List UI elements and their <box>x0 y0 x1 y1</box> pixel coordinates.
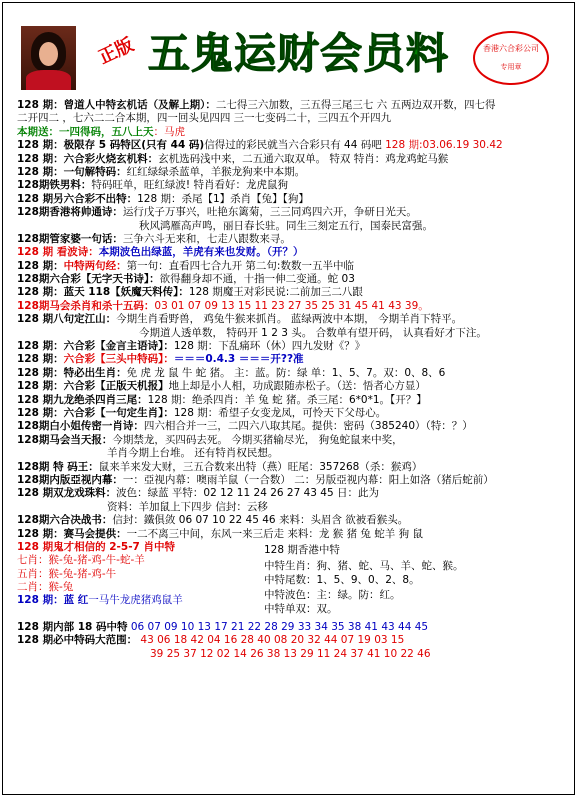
content-row <box>17 193 572 206</box>
row-text: 资料：羊加鼠上下四步 信封：云移 <box>107 500 268 513</box>
hk-line: 中特单双：双。 <box>264 603 338 616</box>
content-row <box>17 126 572 139</box>
row-text: 今期生肖看野兽， 鸡兔牛猴来抓肖。 蓝绿两波中本期， 今期羊肖下特平。 <box>116 313 463 326</box>
row-text: 地上却是小人相，功成跟随赤松子。（送：悟者心方显） <box>168 380 426 393</box>
header <box>3 3 574 99</box>
row-text: 欲得翻身却不通，十指一伸二变通。蛇 03 <box>159 273 355 286</box>
row-text: 本期波色出绿蓝，羊虎有来也发财。（开？） <box>98 246 304 259</box>
row-prefix: 128期内版亞视内幕： <box>17 473 123 486</box>
content-row <box>17 313 572 326</box>
row-prefix: 128 期： <box>17 139 64 152</box>
row-text: 红红绿绿杀蓝单，羊猴龙狗来中本期。 <box>126 165 306 178</box>
tail-row <box>17 648 572 661</box>
row-text: 今期禁龙，买四码去死。 今期买猪输尽光， 狗兔蛇鼠来中奖， <box>112 433 403 446</box>
content-row <box>17 112 572 125</box>
content-row <box>17 447 572 460</box>
row-text: 羊肖今期上台堆。 还有特肖权民想。 <box>107 447 279 460</box>
row-text: ＝＝＝0.4.3 ＝＝＝开??准 <box>173 353 304 366</box>
content-row <box>17 286 572 299</box>
row-prefix: 128期铁男料： <box>17 179 92 192</box>
row-heading: 曾道人中特玄机话（及解上期）： <box>63 99 216 111</box>
row-extra: 128 期:03.06.19 30.42 <box>381 139 503 152</box>
content-row <box>17 153 572 166</box>
row-prefix: 128 期： <box>17 406 64 419</box>
row-text: 128 期：下乱痛环（休）四九发财《？》 <box>173 340 366 353</box>
content-row <box>17 99 572 112</box>
left-head: 128 期鬼才相信的 2-5-7 肖中特 <box>17 540 176 553</box>
content-row <box>17 394 572 407</box>
row-text: 一二不离三中间，东风一来三后走 来料：龙 猴 猪 兔 蛇羊 狗 鼠 <box>126 527 423 540</box>
row-text: 第一句：直看四七合九开 第二句:数数一五半中临 <box>126 259 354 272</box>
content-row <box>17 407 572 420</box>
row-heading: 六合彩【正版天机报】 <box>63 380 169 393</box>
row-text: 玄机选码浅中来，二五通六取双单。 特双 特肖：鸡龙鸡蛇马猴 <box>158 152 449 165</box>
row-prefix: 128 期八句定江山： <box>17 313 117 326</box>
content-row <box>17 260 572 273</box>
row-heading: 六合彩【一句定生肖】： <box>63 406 174 419</box>
row-text: 一：亞视内幕：噢雨羊鼠（一合数） 二：另版亞视内幕：阳上如洛（猪后蛇前） <box>122 473 494 486</box>
row-prefix: 128期六合决战书： <box>17 514 113 527</box>
row-heading: 一四得码，五八上天 <box>59 125 154 138</box>
two-xiao: 二肖：猴-兔 <box>17 581 74 594</box>
row-text: 二七得三六加数，三五得三尾三七 六 五两边双开数，四七得 <box>215 99 496 111</box>
row-text: 四六相合并一三，二四六八取其尾。提供：密码（385240）（特：？） <box>143 420 473 433</box>
row-text: 03 01 07 09 13 15 11 23 27 35 25 31 45 41 43 39。 <box>154 299 429 312</box>
left-block <box>17 541 262 608</box>
company-seal: 香港六合彩公司 专用章 <box>473 31 549 85</box>
row-heading: 一句解特码： <box>63 165 127 178</box>
row-text: 秋风鸿雁高声鸣，丽日春长驻。同生三刻定五行，国泰民富强。 <box>139 219 433 232</box>
hk-line: 128 期香港中特 <box>264 543 340 556</box>
row-heading: 六合彩火烧玄机料： <box>63 152 159 165</box>
content-row <box>17 206 572 219</box>
row-text: ：马虎 <box>153 125 185 138</box>
hk-line: 中特波色：主：绿。防：红。 <box>264 588 401 601</box>
row-heading: 极限存 5 码特区(只有 44 码) <box>63 139 205 152</box>
content-row <box>17 233 572 246</box>
row-prefix: 128期香港将帅通诗： <box>17 206 123 219</box>
row-prefix: 128 期： <box>17 353 64 366</box>
content <box>17 99 572 661</box>
tail-numbers: 06 07 09 10 13 17 21 22 28 29 33 34 35 38 41 43 44 45 <box>127 620 429 633</box>
content-row <box>17 139 572 152</box>
row-text: 128 期魔王对彩民说:二前加三二八跟 <box>188 286 363 299</box>
row-prefix: 128 期： <box>17 152 64 165</box>
tail-prefix: 128 期内部 18 码中特 <box>17 620 128 633</box>
content-row <box>17 179 572 192</box>
row-heading: 赛马会提供： <box>63 527 127 540</box>
row-prefix: 128期马会杀肖和杀十五码： <box>17 299 155 312</box>
row-prefix: 128 期： <box>17 286 64 299</box>
split-block <box>17 541 572 621</box>
row-text: 128 期：绝杀四肖：羊 兔 蛇 猪。杀三尾：6*0*1。【开？】 <box>147 393 427 406</box>
portrait-photo <box>21 26 76 90</box>
row-text: 信得过的彩民就当六合彩只有 44 码吧 <box>204 139 382 152</box>
row-prefix: 128期六合彩【无字天书诗】： <box>17 273 160 286</box>
row-prefix: 128 期另六合彩不出特： <box>17 192 138 205</box>
row-prefix: 128期 特 码王： <box>17 460 99 473</box>
content-row <box>17 246 572 259</box>
content-row <box>17 367 572 380</box>
tail-prefix: 128 期必中特码大范围： <box>17 634 138 647</box>
row-prefix: 128 期： <box>17 165 64 178</box>
row-prefix: 128 期 看波诗： <box>17 246 99 259</box>
hk-line: 中特尾数：1、5、9、0、2、8。 <box>264 574 420 587</box>
row-text: 免 虎 龙 鼠 牛 蛇 猪。 主：蓝。防：绿 单：1、5、7。双：0、8、6 <box>126 366 446 379</box>
content-row <box>17 273 572 286</box>
row-text: 今期道人透单数， 特码开 1 2 3 头。 合数单有望开码， 认真看好才下注。 <box>139 326 487 339</box>
row-prefix: 128 期： <box>17 527 64 540</box>
page-title: 五鬼运财会员料 <box>148 29 450 78</box>
content-row <box>17 528 572 541</box>
blue-label: 128 期：蓝 红 <box>17 594 89 607</box>
row-prefix: 128期白小姐传密一肖诗： <box>17 420 144 433</box>
row-text: 鼠来羊来发大财，三五合数来出特（燕）旺尾：357268（杀：猴鸡） <box>98 460 423 473</box>
tail-numbers: 43 06 18 42 04 16 28 40 08 20 32 44 07 19 03 15 <box>137 634 405 647</box>
blue-tail: 一马牛龙虎猪鸡鼠羊 <box>88 594 183 607</box>
right-block <box>264 544 564 618</box>
content-row <box>17 353 572 366</box>
seven-xiao: 七肖：猴-兔-猪-鸡-牛-蛇-羊 <box>17 554 145 567</box>
zhengban-badge: 正版 <box>95 34 137 69</box>
row-prefix: 128 期： <box>17 380 64 393</box>
row-heading: 六合彩【金言主语诗】： <box>63 340 174 353</box>
content-row <box>17 166 572 179</box>
tail-row <box>17 634 572 647</box>
row-prefix: 128 期九龙绝杀四肖三尾： <box>17 393 148 406</box>
row-text: 128 期：杀尾【1】杀肖【兔】【狗】 <box>137 192 309 205</box>
content-row <box>17 327 572 340</box>
row-prefix: 128 期双龙戏珠料： <box>17 487 117 500</box>
content-row <box>17 461 572 474</box>
row-text: 128 期：希望子女变龙凤，可怜天下父母心。 <box>173 406 387 419</box>
content-row <box>17 420 572 433</box>
row-prefix: 128 期： <box>17 340 64 353</box>
content-row <box>17 300 572 313</box>
row-prefix: 本期送： <box>17 125 59 138</box>
row-prefix: 128期管家婆一句话： <box>17 232 123 245</box>
row-text: 二开四二 ，七六二二合本期，四一回头见四四 三一七变码二十，三四五个开四九 <box>17 112 392 125</box>
tail-row <box>17 621 572 634</box>
content-row <box>17 514 572 527</box>
row-prefix: 128 期： <box>17 99 64 111</box>
content-row <box>17 340 572 353</box>
row-prefix: 128期马会当天报： <box>17 433 113 446</box>
row-heading: 六合彩【三头中特码】： <box>63 353 174 366</box>
content-row <box>17 501 572 514</box>
five-xiao: 五肖：猴-兔-猪-鸡-牛 <box>17 567 117 580</box>
content-row <box>17 380 572 393</box>
row-heading: 蓝天 118【妖魔天料传】： <box>63 286 189 299</box>
content-row <box>17 434 572 447</box>
row-text: 特码旺单，旺红绿波! 特肖看好：龙虎鼠狗 <box>91 179 288 192</box>
row-text: 运行戊子万事兴，吐艳东篱菊，三三同鸡四六开，争研日光天。 <box>122 206 417 219</box>
row-text: 信封：鐵俱敛 06 07 10 22 45 46 来料：头眉含 欲被看猴头。 <box>112 514 409 527</box>
row-prefix: 128 期： <box>17 366 64 379</box>
content-row <box>17 220 572 233</box>
row-prefix: 128 期： <box>17 259 64 272</box>
tail-numbers: 39 25 37 12 02 14 26 38 13 29 11 24 37 41 10 22 46 <box>150 647 431 660</box>
row-text: 三争六斗无来和，七走八跟数来寻。 <box>122 232 291 245</box>
row-text: 波色：绿蓝 平特：02 12 11 24 26 27 43 45 日：此为 <box>116 487 380 500</box>
hk-line: 中特生肖：狗、猪、蛇、马、羊、蛇、猴。 <box>264 559 464 572</box>
content-row <box>17 474 572 487</box>
row-heading: 特必出生肖： <box>63 366 127 379</box>
row-heading: 中特两句经： <box>63 259 127 272</box>
content-row <box>17 487 572 500</box>
page <box>2 2 575 795</box>
